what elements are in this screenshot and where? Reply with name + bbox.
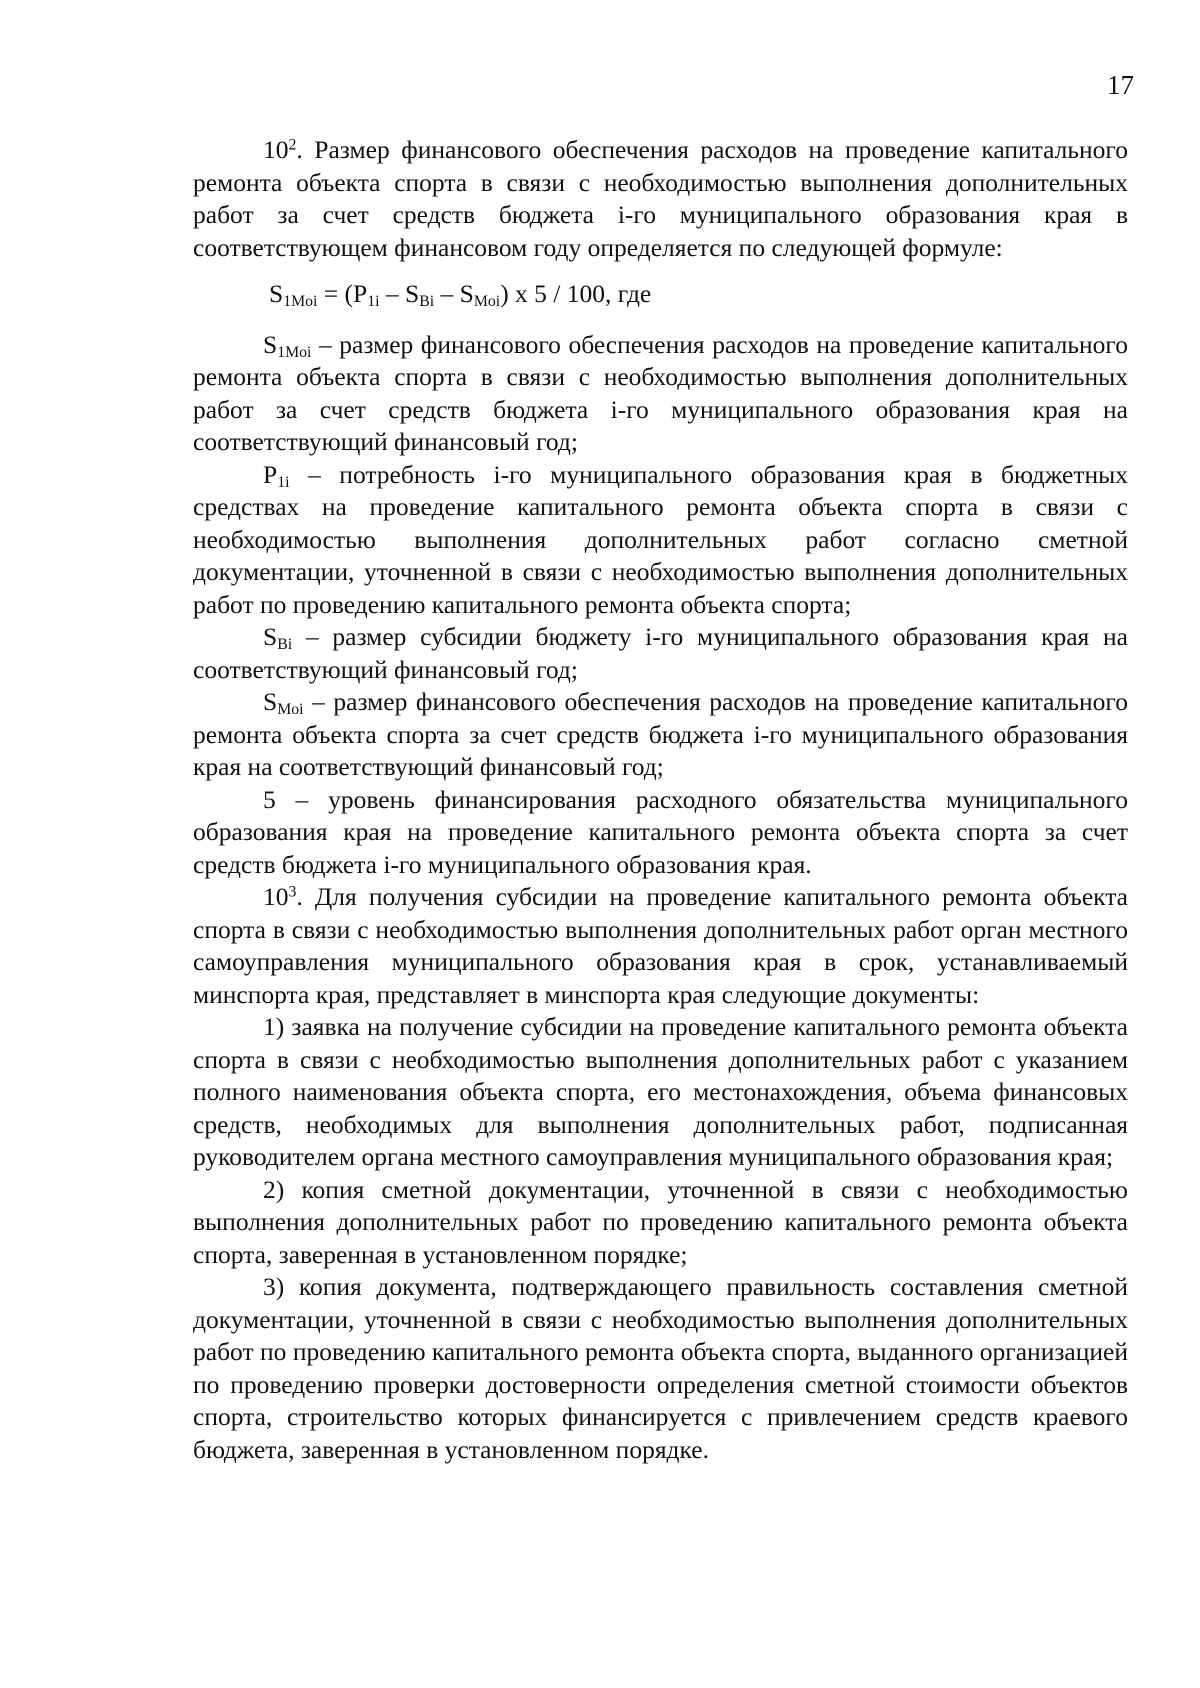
formula-text: – S: [379, 279, 420, 308]
definition-subscript: Moi: [277, 700, 304, 718]
definition-symbol: S: [263, 687, 278, 716]
section-superscript: 2: [288, 136, 297, 154]
formula-subscript: Moi: [473, 292, 501, 310]
definition-sbi: [193, 621, 1128, 686]
paragraph-text: . Размер финансового обеспечения расходов на проведение капитального ремонта объекта спорта в связи с необходимостью выполнения дополнительных работ за счет средств бюджета i-го муниципального образования края в соответствующем финансовом году определяется по следующей формуле:: [193, 135, 1128, 262]
definition-subscript: 1Moi: [277, 343, 312, 361]
paragraph-10-2: [193, 134, 1128, 264]
page-number: 17: [1107, 70, 1134, 100]
formula: [193, 278, 1128, 311]
document-body: [193, 134, 1128, 1466]
paragraph-text: . Для получения субсидии на проведение капитального ремонта объекта спорта в связи с необходимостью выполнения дополнительных работ орган местного самоуправления муниципального образования края в срок, устанавливаемый минспорта края, представляет в минспорта края следующие документы:: [193, 882, 1128, 1009]
section-number: 10: [263, 882, 289, 911]
definition-symbol: 5: [263, 784, 276, 814]
paragraph-10-3: [193, 881, 1128, 1011]
definition-text: – потребность i-го муниципального образования края в бюджетных средствах на проведение капитального ремонта объекта спорта в связи с необходимостью выполнения дополнительных работ согласно сметной документации, уточненной в связи с необходимостью выполнения дополнительных работ по проведению капитального ремонта объекта спорта;: [193, 459, 1128, 619]
definition-symbol: S: [263, 622, 278, 651]
definition-text: – размер финансового обеспечения расходов на проведение капитального ремонта объекта спорта в связи с необходимостью выполнения дополнительных работ за счет средств бюджета i-го муниципального образования края на соответствующий финансовый год;: [193, 329, 1128, 456]
formula-subscript: 1Moi: [283, 292, 318, 310]
formula-text: ) x 5 / 100, где: [500, 279, 652, 308]
section-number: 10: [263, 135, 289, 164]
definition-symbol: P: [263, 459, 278, 489]
list-item-2: 2) копия сметной документации, уточненной в связи с необходимостью выполнения дополнительных работ по проведению капитального ремонта объекта спорта, заверенная в установленном порядке;: [193, 1174, 1128, 1269]
definition-p1i: [193, 459, 1128, 622]
definition-s1moi: [193, 329, 1128, 459]
definition-5: [193, 784, 1128, 882]
definition-subscript: 1i: [277, 473, 290, 491]
definition-text: – размер финансового обеспечения расходов на проведение капитального ремонта объекта спорта за счет средств бюджета i-го муниципального образования края на соответствующий финансовый год;: [193, 687, 1128, 781]
formula-subscript: Bi: [419, 292, 435, 310]
formula-text: – S: [434, 279, 474, 308]
definition-smoi: [193, 686, 1128, 784]
definition-text: – размер субсидии бюджету i-го муниципального образования края на соответствующий финансовый год;: [193, 622, 1128, 684]
definition-text: – уровень финансирования расходного обязательства муниципального образования края на проведение капитального ремонта объекта спорта за счет средств бюджета i-го муниципального образования края.: [193, 784, 1128, 879]
definition-symbol: S: [263, 329, 278, 359]
list-item-1: 1) заявка на получение субсидии на проведение капитального ремонта объекта спорта в связи с необходимостью выполнения дополнительных работ с указанием полного наименования объекта спорта, его местонахождения, объема финансовых средств, необходимых для выполнения дополнительных работ, подписанная руководителем органа местного самоуправления муниципального образования края;: [193, 1012, 1128, 1171]
formula-symbol: S: [269, 279, 284, 308]
formula-text: = (P: [317, 279, 368, 308]
list-item-3: 3) копия документа, подтверждающего правильность составления сметной документации, уточненной в связи с необходимостью выполнения дополнительных работ по проведению капитального ремонта объекта спорта, выданного организацией по проведению проверки достоверности определения сметной стоимости объектов спорта, строительство которых финансируется с привлечением средств краевого бюджета, заверенная в установленном порядке.: [193, 1272, 1128, 1464]
definition-subscript: Bi: [277, 635, 293, 653]
formula-subscript: 1i: [367, 292, 380, 310]
section-superscript: 3: [288, 883, 297, 901]
